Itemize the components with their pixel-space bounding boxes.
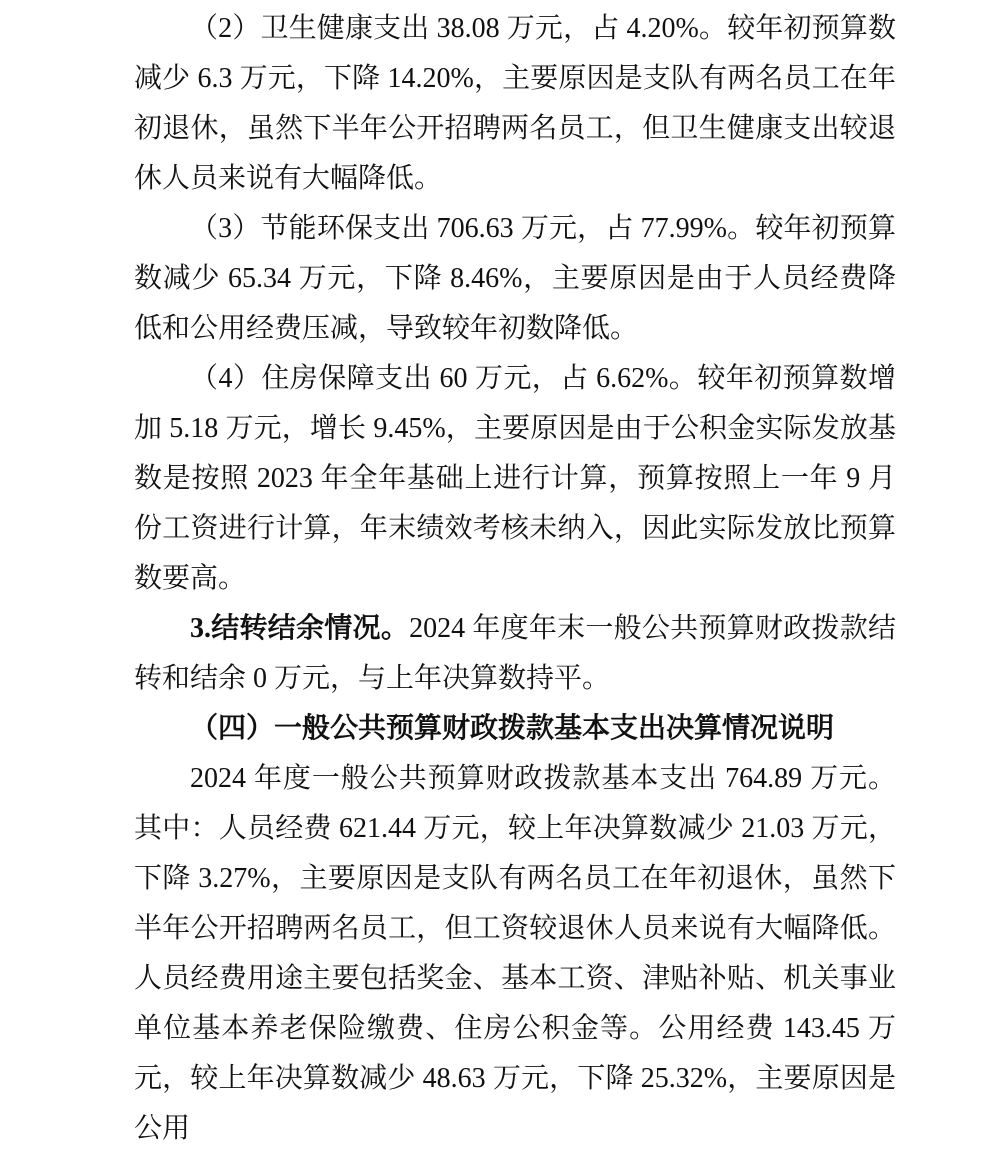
para-carryover-balance-text: 2024 年度年末一般公共预算财政拨款结转和结余 0 万元，与上年决算数持平。 [134,613,896,694]
heading-basic-expenditure-section-text: （四）一般公共预算财政拨款基本支出决算情况说明 [190,713,835,744]
heading-basic-expenditure-section [134,704,896,754]
para-carryover-balance [134,604,896,704]
para-health-expenditure-text: （2）卫生健康支出 38.08 万元，占 4.20%。较年初预算数减少 6.3 万元，下降 14.20%，主要原因是支队有两名员工在年初退休，虽然下半年公开招聘两名员工，但卫生健康支出较退休人员来说有大幅降低。 [134,13,896,194]
para-energy-conservation-expenditure-text: （3）节能环保支出 706.63 万元，占 77.99%。较年初预算数减少 65.34 万元，下降 8.46%，主要原因是由于人员经费降低和公用经费压减，导致较年初数降低。 [134,213,896,344]
para-housing-security-expenditure-text: （4）住房保障支出 60 万元，占 6.62%。较年初预算数增加 5.18 万元，增长 9.45%，主要原因是由于公积金实际发放基数是按照 2023 年全年基础上进行计算，预算按照上一年 9 月份工资进行计算，年末绩效考核未纳入，因此实际发放比预算数要高。 [134,363,896,594]
para-energy-conservation-expenditure [134,204,896,354]
para-basic-expenditure-detail [134,754,896,1154]
document-page [134,4,896,1154]
para-health-expenditure [134,4,896,204]
para-housing-security-expenditure [134,354,896,604]
para-basic-expenditure-detail-text: 2024 年度一般公共预算财政拨款基本支出 764.89 万元。其中：人员经费 621.44 万元，较上年决算数减少 21.03 万元，下降 3.27%，主要原因是支队有两名员工在年初退休，虽然下半年公开招聘两名员工，但工资较退休人员来说有大幅降低。人员经费用途主要包括奖金、基本工资、津贴补贴、机关事业单位基本养老保险缴费、住房公积金等。公用经费 143.45 万元，较上年决算数减少 48.63 万元，下降 25.32%，主要原因是公用 [134,763,896,1144]
para-carryover-balance-lead: 3.结转结余情况。 [190,613,410,644]
